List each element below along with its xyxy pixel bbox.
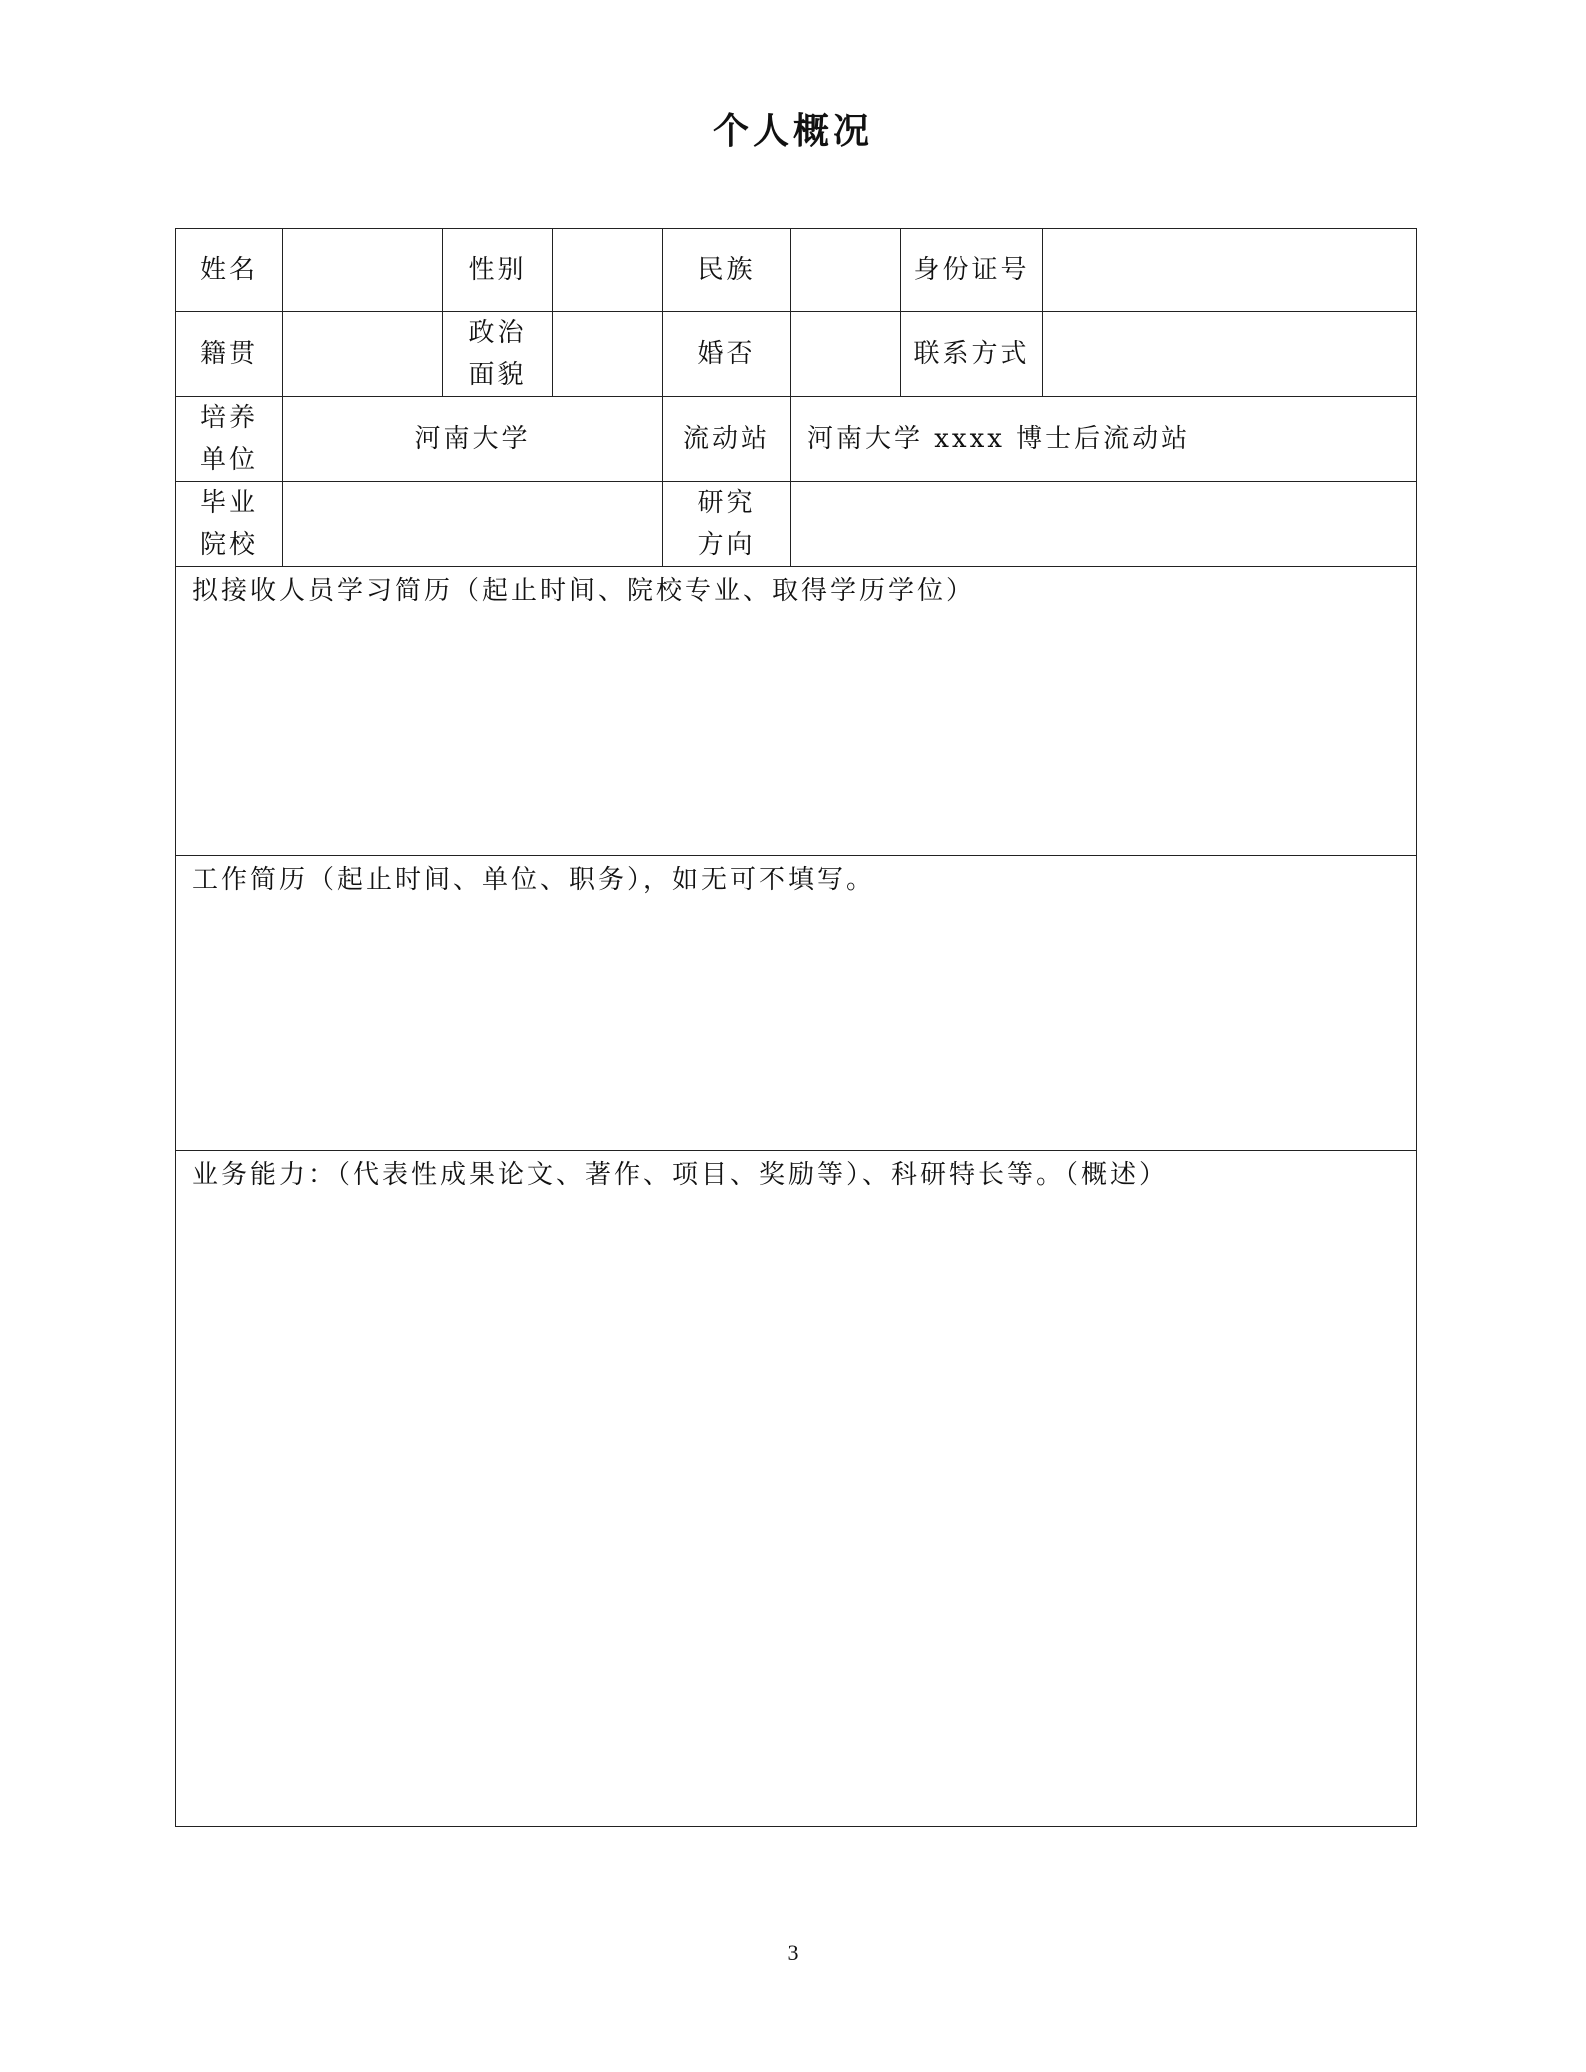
research-direction-field[interactable] <box>791 482 1417 567</box>
form-row-school <box>176 482 1417 567</box>
ethnicity-label: 民族 <box>663 229 791 312</box>
research-direction-label-line2: 方向 <box>697 530 756 560</box>
research-direction-label <box>663 482 791 567</box>
ethnicity-field[interactable] <box>791 229 901 312</box>
training-unit-value[interactable]: 河南大学 <box>283 397 663 482</box>
political-status-field[interactable] <box>553 312 663 397</box>
graduate-school-label <box>176 482 283 567</box>
id-number-field[interactable] <box>1043 229 1417 312</box>
research-direction-label-line1: 研究 <box>697 488 756 518</box>
study-history-heading: 拟接收人员学习简历（起止时间、院校专业、取得学历学位） <box>192 576 976 606</box>
name-label: 姓名 <box>176 229 283 312</box>
business-ability-heading: 业务能力：（代表性成果论文、著作、项目、奖励等）、科研特长等。（概述） <box>192 1160 1169 1190</box>
training-unit-label-line1: 培养 <box>199 403 258 433</box>
contact-label: 联系方式 <box>901 312 1043 397</box>
study-history-section[interactable] <box>176 567 1417 856</box>
form-row-work-history <box>176 856 1417 1151</box>
business-ability-section[interactable] <box>176 1151 1417 1827</box>
form-row-basic-2 <box>176 312 1417 397</box>
postdoc-station-label: 流动站 <box>663 397 791 482</box>
gender-field[interactable] <box>553 229 663 312</box>
postdoc-station-value[interactable]: 河南大学 xxxx 博士后流动站 <box>791 397 1417 482</box>
name-field[interactable] <box>283 229 443 312</box>
form-row-study-history <box>176 567 1417 856</box>
contact-field[interactable] <box>1043 312 1417 397</box>
training-unit-label-line2: 单位 <box>199 445 258 475</box>
work-history-heading: 工作简历（起止时间、单位、职务），如无可不填写。 <box>192 865 876 895</box>
political-status-label-line1: 政治 <box>468 318 527 348</box>
origin-label: 籍贯 <box>176 312 283 397</box>
page-title: 个人概况 <box>712 111 873 152</box>
origin-field[interactable] <box>283 312 443 397</box>
personal-info-form <box>175 228 1417 1827</box>
form-row-basic-1 <box>176 229 1417 312</box>
graduate-school-label-line1: 毕业 <box>199 488 258 518</box>
gender-label: 性别 <box>443 229 553 312</box>
political-status-label <box>443 312 553 397</box>
training-unit-label <box>176 397 283 482</box>
page-number: 3 <box>787 1940 799 1965</box>
graduate-school-label-line2: 院校 <box>199 530 258 560</box>
work-history-section[interactable] <box>176 856 1417 1151</box>
id-number-label: 身份证号 <box>901 229 1043 312</box>
form-row-business-ability <box>176 1151 1417 1827</box>
marital-status-field[interactable] <box>791 312 901 397</box>
political-status-label-line2: 面貌 <box>468 360 527 390</box>
form-row-training <box>176 397 1417 482</box>
marital-status-label: 婚否 <box>663 312 791 397</box>
graduate-school-field[interactable] <box>283 482 663 567</box>
